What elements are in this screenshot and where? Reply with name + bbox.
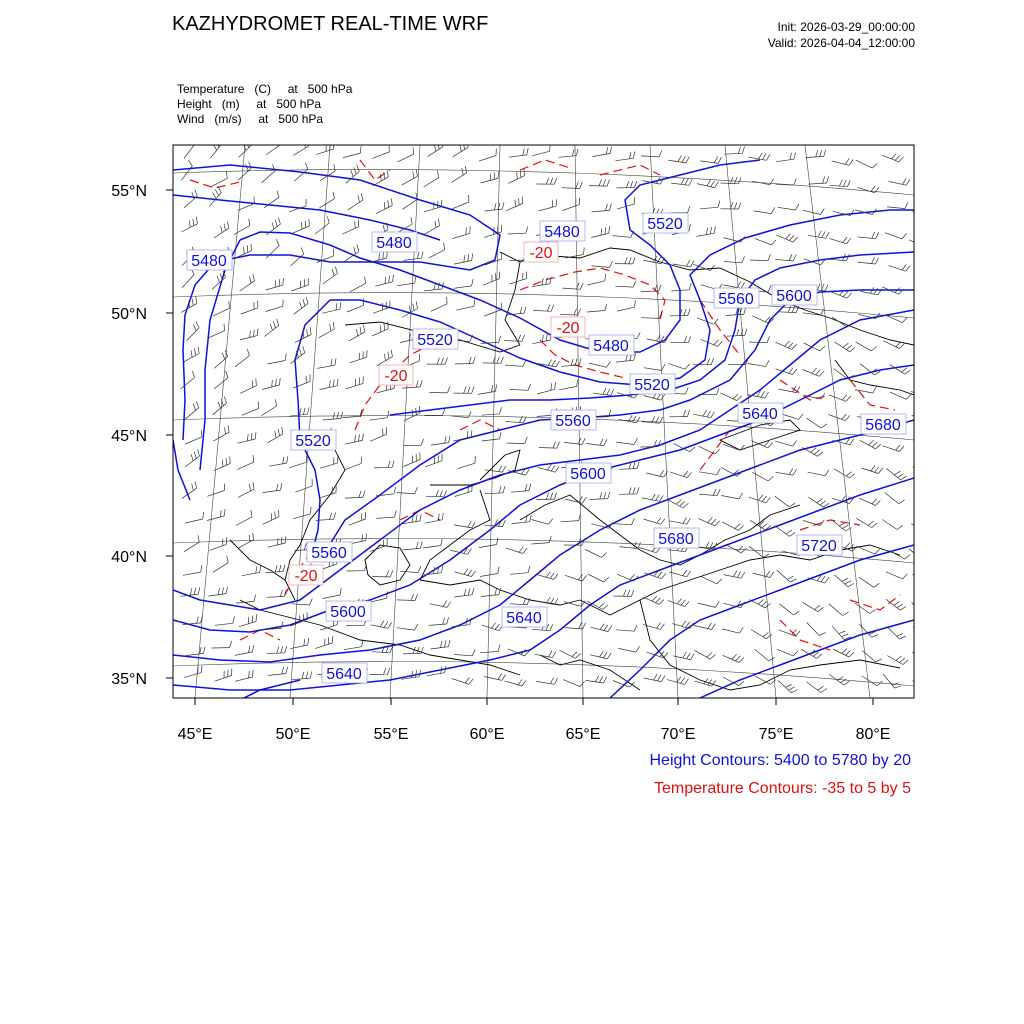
svg-text:5600: 5600 bbox=[330, 604, 366, 621]
svg-text:5560: 5560 bbox=[718, 291, 754, 308]
svg-text:5480: 5480 bbox=[544, 224, 580, 241]
height-label bbox=[772, 285, 817, 305]
height-label bbox=[551, 410, 596, 430]
temperature-contour-labels bbox=[289, 242, 585, 585]
svg-text:5600: 5600 bbox=[570, 466, 606, 483]
height-label bbox=[861, 414, 906, 434]
x-tick-label: 80°E bbox=[855, 726, 891, 743]
variable-temperature: Temperature (C) at 500 hPa bbox=[177, 82, 353, 96]
height-label bbox=[291, 430, 336, 450]
height-label bbox=[326, 601, 371, 621]
temperature-label bbox=[551, 317, 585, 337]
svg-text:-20: -20 bbox=[556, 320, 580, 337]
init-time: Init: 2026-03-29_00:00:00 bbox=[777, 20, 915, 34]
chart-title: KAZHYDROMET REAL-TIME WRF bbox=[172, 13, 489, 35]
valid-time: Valid: 2026-04-04_12:00:00 bbox=[767, 36, 915, 50]
x-tick-label: 55°E bbox=[373, 726, 409, 743]
svg-text:-20: -20 bbox=[294, 568, 318, 585]
height-label bbox=[738, 403, 783, 423]
x-tick-label: 65°E bbox=[565, 726, 601, 743]
height-label bbox=[502, 607, 547, 627]
x-tick-label: 75°E bbox=[758, 726, 794, 743]
height-contour-legend: Height Contours: 5400 to 5780 by 20 bbox=[649, 752, 911, 769]
svg-text:5680: 5680 bbox=[865, 417, 901, 434]
height-label bbox=[322, 663, 367, 683]
height-label bbox=[307, 542, 352, 562]
height-label bbox=[372, 232, 417, 252]
svg-text:5640: 5640 bbox=[326, 666, 362, 683]
height-label bbox=[589, 335, 634, 355]
height-label bbox=[654, 528, 699, 548]
height-label bbox=[566, 463, 611, 483]
y-tick-label: 55°N bbox=[111, 183, 147, 200]
svg-text:5480: 5480 bbox=[191, 253, 227, 270]
svg-text:5640: 5640 bbox=[742, 406, 778, 423]
svg-text:5520: 5520 bbox=[417, 332, 453, 349]
svg-text:-20: -20 bbox=[384, 368, 408, 385]
x-tick-label: 60°E bbox=[469, 726, 505, 743]
variable-height: Height (m) at 500 hPa bbox=[177, 97, 322, 111]
height-label bbox=[413, 329, 458, 349]
variable-wind: Wind (m/s) at 500 hPa bbox=[177, 112, 324, 126]
svg-text:5480: 5480 bbox=[376, 235, 412, 252]
svg-text:5560: 5560 bbox=[555, 413, 591, 430]
svg-text:5520: 5520 bbox=[634, 377, 670, 394]
height-label bbox=[643, 213, 688, 233]
height-label bbox=[714, 288, 759, 308]
x-tick-label: 45°E bbox=[177, 726, 213, 743]
svg-text:5520: 5520 bbox=[647, 216, 683, 233]
y-tick-label: 40°N bbox=[111, 549, 147, 566]
y-tick-labels bbox=[111, 183, 147, 688]
svg-text:5520: 5520 bbox=[295, 433, 331, 450]
height-label bbox=[540, 221, 585, 241]
height-label bbox=[187, 250, 232, 270]
svg-text:5720: 5720 bbox=[801, 538, 837, 555]
svg-text:5680: 5680 bbox=[658, 531, 694, 548]
x-tick-label: 70°E bbox=[660, 726, 696, 743]
y-tick-label: 35°N bbox=[111, 671, 147, 688]
temperature-label bbox=[524, 242, 558, 262]
svg-text:5480: 5480 bbox=[593, 338, 629, 355]
height-label bbox=[797, 535, 842, 555]
y-tick-marks bbox=[166, 190, 173, 678]
y-tick-label: 50°N bbox=[111, 306, 147, 323]
temperature-label bbox=[379, 365, 413, 385]
svg-text:5600: 5600 bbox=[776, 288, 812, 305]
temperature-contour-legend: Temperature Contours: -35 to 5 by 5 bbox=[653, 780, 911, 797]
y-tick-label: 45°N bbox=[111, 428, 147, 445]
svg-text:5560: 5560 bbox=[311, 545, 347, 562]
svg-text:-20: -20 bbox=[529, 245, 553, 262]
svg-text:5640: 5640 bbox=[506, 610, 542, 627]
x-tick-label: 50°E bbox=[275, 726, 311, 743]
x-tick-labels bbox=[178, 726, 891, 743]
temperature-label bbox=[289, 565, 323, 585]
height-label bbox=[630, 374, 675, 394]
x-tick-marks bbox=[195, 698, 873, 705]
